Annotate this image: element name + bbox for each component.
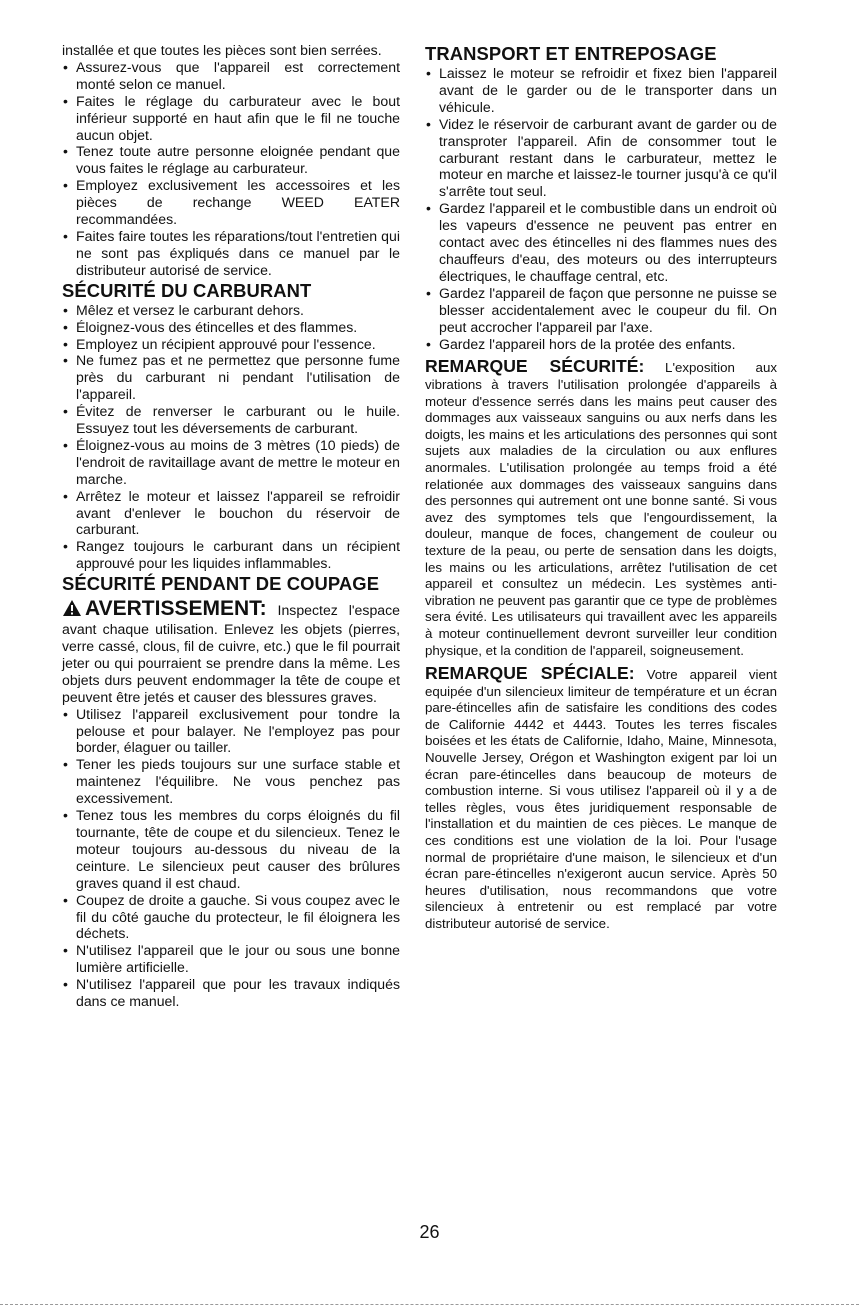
list-item: • Employez exclusivement les accessoires et les pièces de rechange WEED EATER recommandées. [62, 177, 400, 228]
list-item: • Videz le réservoir de carburant avant de garder ou de transproter l'appareil. Afin de consommer tout le carburant restant dans le carburateur, mettez le moteur en marche et laissez-le tourner jusqu'à ce qu'il s'arrête tout seul. [425, 116, 777, 201]
intro-list [62, 59, 400, 279]
warning-title: AVERTISSEMENT: [85, 597, 267, 621]
list-item: • Gardez l'appareil et le combustible dans un endroit où les vapeurs d'essence ne peuvent pas entrer en contact avec des étincelles ni des flammes nues des chauffeurs d'eau, des moteurs ou des interrupteurs électriques, le chauffage central, etc. [425, 200, 777, 285]
safety-remark-text: L'exposition aux vibrations à travers l'utilisation prolongée d'appareils à moteur d'essence serrés dans les mains peut causer des dommages aux vaisseaux sanguins ou aux nerfs dans les doigts, les mains et les articulations des personnes qui sont sujets aux maladies de la circulation ou aux enflures anormales. L'utilisation prolongée au temps froid a été relationée aux dommages des vaisseaux sanguins dans des personnes qui autrement ont une bonne santé. Si vous avez des symptomes tels que l'engourdissement, la douleur, manque de foces, changement de couleur ou texture de la peau, ou perte de sensation dans les doigts, les mains ou les articulations, arrêtez l'utilisation de cet appareil et consultez un médecin. Les systèmes anti-vibration ne peuvent pas garantir que ce type de problèmes sera évité. Les utilisateurs qui travaillent avec les appareils à moteur continuellement devront surveiller leur condition physique, et la condition de l'appareil, soigneusement. [425, 360, 777, 658]
safety-remark [425, 358, 777, 659]
transport-storage-list [425, 65, 777, 352]
cutting-safety-list [62, 706, 400, 1010]
list-item: • Évitez de renverser le carburant ou le huile. Essuyez tout les déversements de carburant. [62, 403, 400, 437]
list-item: • Éloignez-vous des étincelles et des flammes. [62, 319, 400, 336]
list-item: • Éloignez-vous au moins de 3 mètres (10 pieds) de l'endroit de ravitaillage avant de mettre le moteur en marche. [62, 437, 400, 488]
page-number: 26 [419, 1222, 440, 1242]
right-column [425, 42, 777, 933]
list-item: • Rangez toujours le carburant dans un récipient approuvé pour les liquides inflammables. [62, 538, 400, 572]
list-item: • Tenez tous les membres du corps éloignés du fil tournante, tête de coupe et du silencieux. Tenez le moteur toujours au-dessous du niveau de la ceinture. Le silencieux peut causer des brûlures graves quand il est chaud. [62, 807, 400, 892]
list-item: • Gardez l'appareil hors de la protée des enfants. [425, 336, 777, 353]
list-item: • Tenez toute autre personne eloignée pendant que vous faites le réglage au carburateur. [62, 143, 400, 177]
list-item: • Gardez l'appareil de façon que personne ne puisse se blesser accidentalement avec le coupeur du fil. On peut accrocher l'appareil par l'axe. [425, 285, 777, 336]
left-column [62, 42, 400, 1010]
special-remark-heading: REMARQUE SPÉCIALE: [425, 663, 635, 684]
list-item: • Arrêtez le moteur et laissez l'appareil se refroidir avant d'enlever le bouchon du réservoir de carburant. [62, 488, 400, 539]
list-item: • Ne fumez pas et ne permettez que personne fume près du carburant ni pendant l'utilisation de l'appareil. [62, 352, 400, 403]
special-remark [425, 665, 777, 933]
warning-triangle-icon [62, 599, 82, 621]
safety-remark-heading: REMARQUE SÉCURITÉ: [425, 356, 645, 377]
list-item: • Faites le réglage du carburateur avec le bout inférieur supporté en haut afin que le fil ne touche aucun objet. [62, 93, 400, 144]
intro-continuation: installée et que toutes les pièces sont bien serrées. [62, 42, 382, 58]
list-item: • Laissez le moteur se refroidir et fixez bien l'appareil avant de le garder ou de le transporter dans un véhicule. [425, 65, 777, 116]
transport-storage-heading: TRANSPORT ET ENTREPOSAGE [425, 43, 717, 64]
list-item: • Tener les pieds toujours sur une surface stable et maintenez l'équilibre. Ne vous penchez pas excessivement. [62, 756, 400, 807]
list-item: • Coupez de droite a gauche. Si vous coupez avec le fil du côté gauche du protecteur, le fil éloignera les déchets. [62, 892, 400, 943]
list-item: • Utilisez l'appareil exclusivement pour tondre la pelouse et pour balayer. Ne l'employez pas pour border, élaguer ou tailler. [62, 706, 400, 757]
warning-block [62, 598, 400, 705]
list-item: • Assurez-vous que l'appareil est correctement monté selon ce manuel. [62, 59, 400, 93]
footer-divider [0, 1304, 859, 1305]
list-item: • Faites faire toutes les réparations/tout l'entretien qui ne sont pas éxpliqués dans ce manuel par le distributeur autorisé de service. [62, 228, 400, 279]
fuel-safety-heading: SÉCURITÉ DU CARBURANT [62, 279, 312, 301]
cutting-safety-heading: SÉCURITÉ PENDANT DE COUPAGE [62, 573, 380, 595]
list-item: • Employez un récipient approuvé pour l'essence. [62, 336, 400, 353]
list-item: • N'utilisez l'appareil que pour les travaux indiqués dans ce manuel. [62, 976, 400, 1010]
special-remark-text: Votre appareil vient equipée d'un silencieux limiteur de température et un écran pare-étincelles afin de satisfaire les conditions des codes de Californie 4442 et 4443. Toutes les terres fiscales boisées et les états de Californie, Idaho, Maine, Minnesota, Nouvelle Jersey, Orégon et Washington exigent par loi un écran pare-étincelles dans beaucoup de moteurs de combustion interne. Si vous utilisez l'appareil où il y a de telles règles, vous êtes juridiquement responsable de l'installation et du maintien de ces pièces. Le manque de ces conditions est une violation de la loi. Pour l'usage normal de propriétaire d'une maison, le silencieux et d'un écran pare-étincelles n'exigeront aucun service. Après 50 heures d'utilisation, nous recommandons que votre silencieux à entretenir ou est remplacé par votre distributeur autorisé de service. [425, 667, 777, 931]
list-item: • Mêlez et versez le carburant dehors. [62, 302, 400, 319]
fuel-safety-list [62, 302, 400, 573]
warning-text: Inspectez l'espace avant chaque utilisation. Enlevez les objets (pierres, verre cassé, clous, fil de cuivre, etc.) que le fil pourrait jeter ou qui pourraient se prendre dans la même. Les objets durs peuvent endommager la tête de coupe et peuvent être jetés et causer des blessures graves. [62, 602, 401, 705]
list-item: • N'utilisez l'appareil que le jour ou sous une bonne lumière artificielle. [62, 942, 400, 976]
